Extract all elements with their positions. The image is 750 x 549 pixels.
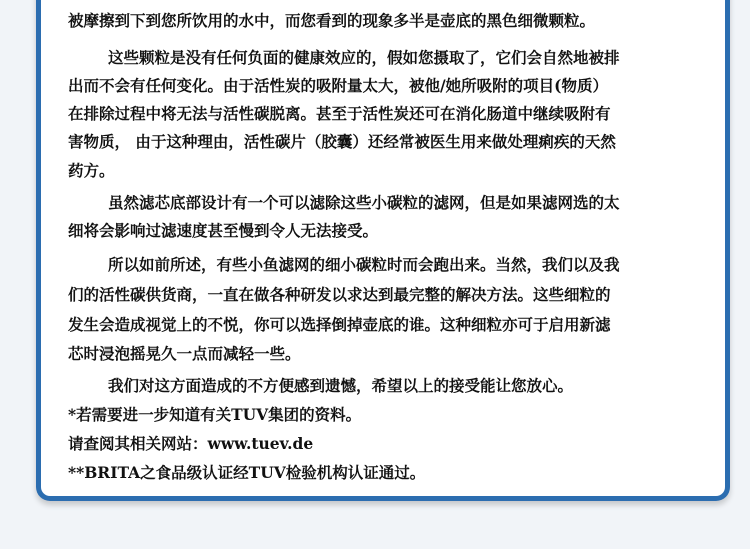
- text-line-2: 这些颗粒是没有任何负面的健康效应的，假如您摄取了，它们会自然地被排: [108, 48, 620, 67]
- text-line-12: 芯时浸泡摇晃久一点而减轻一些。: [68, 344, 301, 363]
- footnote-line-2: 请查阅其相关网站：www.tuev.de: [68, 434, 314, 453]
- text-line-9: 所以如前所述，有些小鱼滤网的细小碳粒时而会跑出来。当然，我们以及我: [108, 255, 620, 274]
- text-line-5: 害物质， 由于这种理由，活性碳片（胶囊）还经常被医生用来做处理痢疾的天然: [68, 132, 616, 151]
- footnote-line-1: *若需要进一步知道有关TUV集团的资料。: [68, 405, 362, 424]
- text-line-3: 出而不会有任何变化。由于活性炭的吸附量太大，被他/她所吸附的项目(物质）: [68, 76, 608, 95]
- text-line-11: 发生会造成视觉上的不悦，你可以选择倒掉壶底的谁。这种细粒亦可于启用新滤: [68, 315, 611, 334]
- footnote-line-3: **BRITA之食品级认证经TUV检验机构认证通过。: [68, 463, 426, 482]
- text-line-8: 细将会影响过滤速度甚至慢到令人无法接受。: [68, 221, 379, 240]
- text-line-4: 在排除过程中将无法与活性碳脱离。甚至于活性炭还可在消化肠道中继续吸附有: [68, 104, 611, 123]
- text-line-1: 被摩擦到下到您所饮用的水中，而您看到的现象多半是壶底的黑色细微颗粒。: [68, 11, 596, 30]
- text-line-13: 我们对这方面造成的不方便感到遗憾，希望以上的接受能让您放心。: [108, 376, 574, 395]
- text-line-10: 们的活性碳供货商，一直在做各种研发以求达到最完整的解决方法。这些细粒的: [68, 285, 611, 304]
- text-line-6: 药方。: [68, 161, 115, 180]
- text-line-7: 虽然滤芯底部设计有一个可以滤除这些小碳粒的滤网，但是如果滤网选的太: [108, 193, 620, 212]
